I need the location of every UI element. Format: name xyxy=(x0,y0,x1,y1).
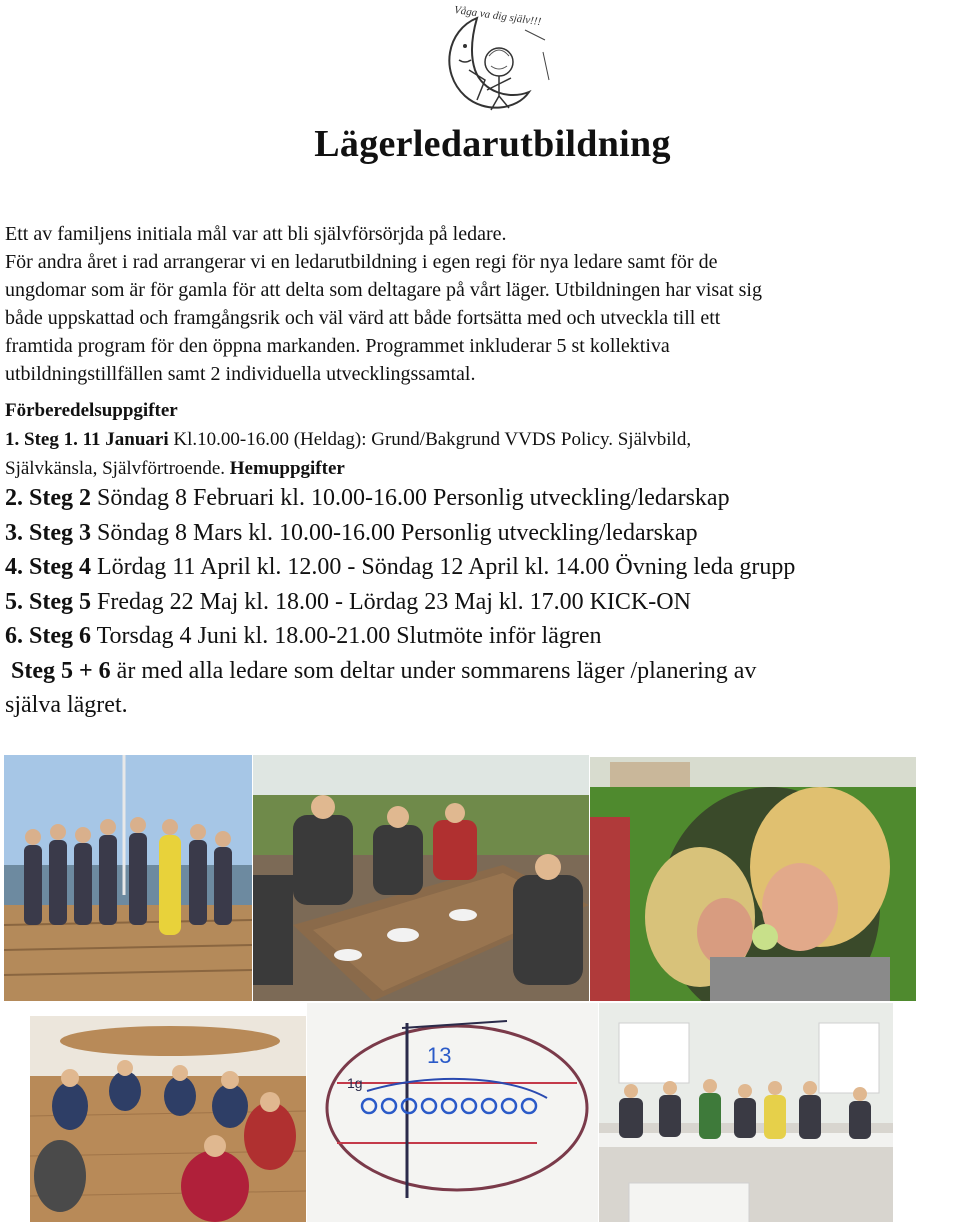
step-6-text: Torsdag 4 Juni kl. 18.00-21.00 Slutmöte inför lägren xyxy=(91,623,602,649)
step-5-num: 5. Steg 5 xyxy=(5,588,91,615)
step-2-num: 2. Steg 2 xyxy=(5,485,91,511)
intro-line: framtida program för den öppna markanden. Programmet inkluderar 5 st kollektiva xyxy=(5,335,670,357)
whiteboard-number: 13 xyxy=(427,1043,452,1068)
steps-note xyxy=(5,654,960,689)
step-1-label: 1. Steg 1. 11 Januari xyxy=(5,429,169,450)
logo-caption: Våga va dig själv!!! xyxy=(453,4,542,29)
preparation-section xyxy=(5,396,955,483)
logo xyxy=(425,0,565,120)
step-2-text: Söndag 8 Februari kl. 10.00-16.00 Personlig utveckling/ledarskap xyxy=(91,485,730,511)
step-3-num: 3. Steg 3 xyxy=(5,519,91,546)
note-text: är med alla ledare som deltar under sommarens läger /planering av xyxy=(110,657,757,684)
intro-line: ungdomar som är för gamla för att delta som deltagare på vårt läger. Utbildningen har visat sig xyxy=(5,279,762,301)
step-5 xyxy=(5,585,960,620)
page-title: Lägerledarutbildning xyxy=(314,123,671,165)
step-6 xyxy=(5,619,960,654)
step-5-text: Fredag 22 Maj kl. 18.00 - Lördag 23 Maj kl. 17.00 KICK-ON xyxy=(91,588,691,615)
note-bold: Steg 5 + 6 xyxy=(11,657,111,684)
step-3-text: Söndag 8 Mars kl. 10.00-16.00 Personlig utveckling/ledarskap xyxy=(91,519,698,546)
photo-lunch-table xyxy=(253,755,589,1001)
step-1-text: Kl.10.00-16.00 (Heldag): Grund/Bakgrund VVDS Policy. Självbild, xyxy=(168,429,692,450)
intro-line: För andra året i rad arrangerar vi en ledarutbildning i egen regi för nya ledare samt för de xyxy=(5,251,718,273)
photo-circle-on-floor xyxy=(30,1016,306,1222)
step-1-cont-text: Självkänsla, Självförtroende. xyxy=(5,458,230,479)
intro-text xyxy=(5,220,950,388)
intro-line: Ett av familjens initiala mål var att bli självförsörjda på ledare. xyxy=(5,223,507,245)
prep-heading: Förberedelsuppgifter xyxy=(5,400,178,421)
step-4 xyxy=(5,550,960,585)
step-4-text: Lördag 11 April kl. 12.00 - Söndag 12 April kl. 14.00 Övning leda grupp xyxy=(91,554,796,580)
step-1-continued xyxy=(5,454,955,483)
intro-line: både uppskattad och framgångsrik och väl värd att både fortsätta med och utveckla till ett xyxy=(5,307,721,329)
photo-hug-on-lawn xyxy=(590,757,916,1001)
photo-whiteboard-drawing xyxy=(307,1003,598,1222)
step-4-num: 4. Steg 4 xyxy=(5,554,91,580)
photo-classroom xyxy=(599,1003,893,1222)
steps-list xyxy=(5,481,960,723)
step-1-line xyxy=(5,425,955,454)
photo-group-on-dock xyxy=(4,755,252,1001)
step-6-num: 6. Steg 6 xyxy=(5,623,91,649)
homework-label: Hemuppgifter xyxy=(229,458,345,479)
step-2 xyxy=(5,481,960,516)
note-text-cont: själva lägret. xyxy=(5,692,128,718)
intro-line: utbildningstillfällen samt 2 individuella utvecklingssamtal. xyxy=(5,363,476,385)
whiteboard-label: 1g xyxy=(347,1075,363,1091)
step-3 xyxy=(5,516,960,551)
